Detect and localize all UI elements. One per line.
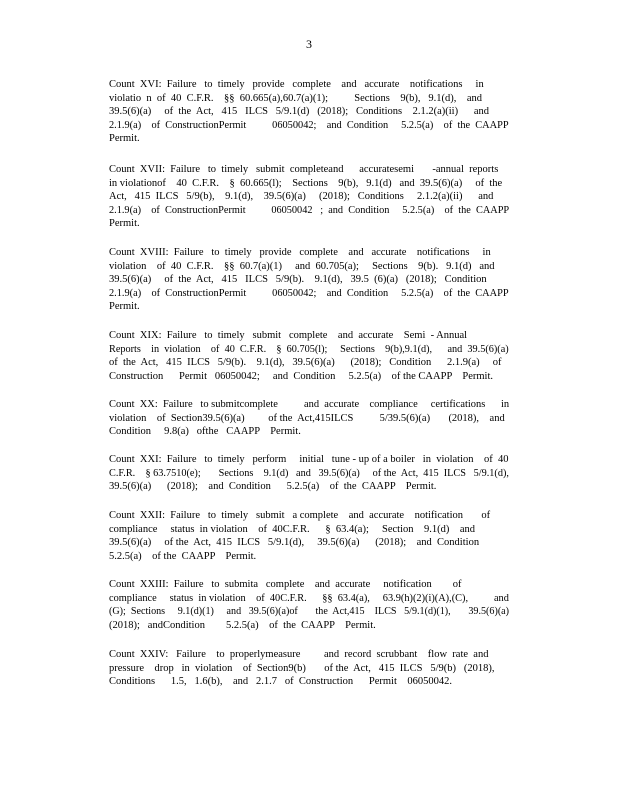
count-xvii-paragraph [109,163,509,231]
text-line: 2.1.9(a) of ConstructionPermit 06050042; and Condition 5.2.5(a) of the CAAPP [109,119,509,131]
count-xviii-paragraph [109,246,509,314]
count-xxii-paragraph [109,509,509,563]
text-line: violation of Section39.5(6)(a) of the Act,415ILCS 5/39.5(6)(a) (2018), and [109,412,505,424]
text-line: 39.5(6)(a) of the Act, 415 ILCS 5/9.1(d), 39.5(6)(a) (2018); and Condition [109,537,480,548]
text-line: Count XVII: Failure to timely submit completeand accuratesemi -annual reports [109,164,499,175]
text-line: (2018); andCondition 5.2.5(a) of the CAAPP Permit. [109,619,376,631]
text-line: 2.1.9(a) of ConstructionPermit 06050042; and Condition 5.2.5(a) of the CAAPP [109,287,509,299]
text-line: violation of 40 C.F.R. §§ 60.7(a)(1) and 60.705(a); Sections 9(b). 9.1(d) and [109,260,495,272]
text-line: Count XXIII: Failure to submita complete and accurate notification of [109,579,462,590]
text-line: Condition 9.8(a) ofthe CAAPP Permit. [109,426,301,437]
text-line: (G); Sections 9.1(d)(1) and 39.5(6)(a)of the Act,415 ILCS 5/9.1(d)(1), 39.5(6)(a) [109,606,510,617]
text-line: 39.5(6)(a) of the Act, 415 ILCS 5/9.1(d) (2018); Conditions 2.1.2(a)(ii) and [109,106,489,117]
text-line: 5.2.5(a) of the CAAPP Permit. [109,550,257,562]
text-line: 39.5(6)(a) of the Act, 415 ILCS 5/9(b). 9.1(d), 39.5 (6)(a) (2018); Condition [109,274,487,285]
text-line: Count XXI: Failure to timely perform initial tune - up of a boiler in violation of 40 [109,454,509,465]
text-line: in violationof 40 C.F.R. § 60.665(l); Sections 9(b), 9.1(d) and 39.5(6)(a) of the [109,177,503,189]
text-line: Reports in violation of 40 C.F.R. § 60.705(l); Sections 9(b),9.1(d), and 39.5(6)(a) [109,343,509,355]
text-line: Permit. [109,301,140,312]
count-xxiii-paragraph [109,578,509,632]
text-line: compliance status in violation of 40C.F.R. §§ 63.4(a), 63.9(h)(2)(i)(A),(C), and [109,592,509,604]
text-line: Permit. [109,218,140,229]
count-xix-paragraph [109,329,509,383]
text-line: Count XVI: Failure to timely provide complete and accurate notifications in [109,79,484,90]
text-line: Conditions 1.5, 1.6(b), and 2.1.7 of Construction Permit 06050042. [109,676,452,687]
text-line: Count XX: Failure to submitcomplete and accurate compliance certifications in [109,399,510,410]
text-line: 39.5(6)(a) (2018); and Condition 5.2.5(a) of the CAAPP Permit. [109,481,437,492]
text-line: of the Act, 415 ILCS 5/9(b). 9.1(d), 39.5(6)(a) (2018); Condition 2.1.9(a) of [109,357,502,368]
text-line: 2.1.9(a) of ConstructionPermit 06050042 ; and Condition 5.2.5(a) of the CAAPP [109,204,510,216]
text-line: pressure drop in violation of Section9(b) of the Act, 415 ILCS 5/9(b) (2018), [109,662,495,674]
count-xxiv-paragraph [109,648,509,689]
text-line: Count XXIV: Failure to properlymeasure and record scrubbant flow rate and [109,649,489,660]
text-line: C.F.R. § 63.7510(e); Sections 9.1(d) and 39.5(6)(a) of the Act, 415 ILCS 5/9.1(d), [109,467,509,479]
text-line: Count XIX: Failure to timely submit complete and accurate Semi - Annual [109,330,468,341]
text-line: Permit. [109,133,140,144]
text-line: violatio n of 40 C.F.R. §§ 60.665(a),60.7(a)(1); Sections 9(b), 9.1(d), and [109,92,483,104]
count-xxi-paragraph [109,453,509,494]
text-line: Count XVIII: Failure to timely provide complete and accurate notifications in [109,247,491,258]
text-line: Act, 415 ILCS 5/9(b), 9.1(d), 39.5(6)(a) (2018); Conditions 2.1.2(a)(ii) and [109,191,494,202]
text-line: Construction Permit 06050042; and Condition 5.2.5(a) of the CAAPP Permit. [109,370,494,382]
page-number: 3 [306,37,312,51]
text-line: Count XXII: Failure to timely submit a complete and accurate notification of [109,510,491,521]
count-xx-paragraph [109,398,509,439]
text-line: compliance status in violation of 40C.F.R. § 63.4(a); Section 9.1(d) and [109,523,476,535]
count-xvi-paragraph [109,78,509,146]
